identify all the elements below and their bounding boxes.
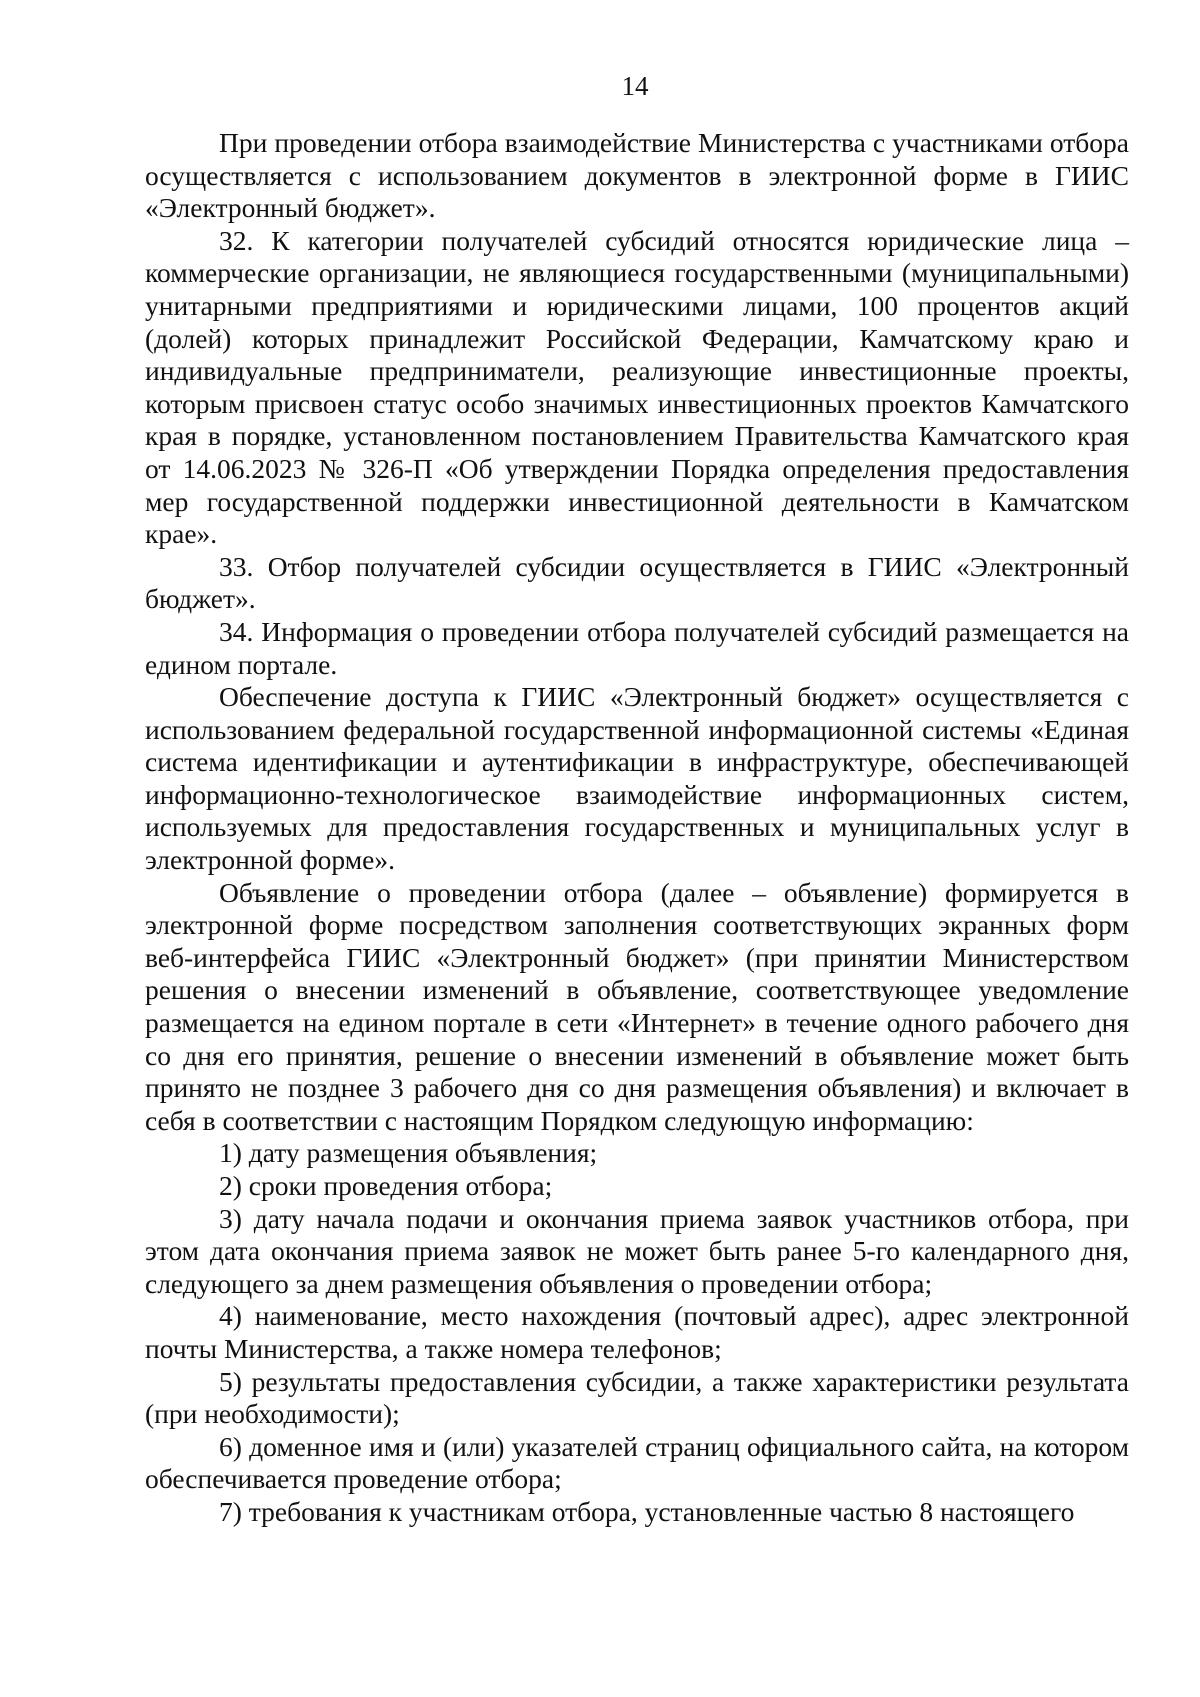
list-item-2: 2) сроки проведения отбора; bbox=[219, 1170, 553, 1201]
list-item-7: 7) требования к участникам отбора, установленные частью 8 настоящего bbox=[219, 1495, 1075, 1527]
paragraph-announcement: Объявление о проведении отбора (далее – объявление) формируется в электронной форме посредством заполнения соответствующих экранных форм веб-интерфейса ГИИС «Электронный бюджет» (при принятии Министерством решения о внесении изменений в объявление, соответствующее уведомление размещается на едином портале в сети «Интернет» в течение одного рабочего дня со дня его принятия, решение о внесении изменений в объявление может быть принято не позднее 3 рабочего дня со дня размещения объявления) и включает в себя в соответствии с настоящим Порядком следующую информацию: bbox=[145, 876, 1129, 1136]
paragraph-32-recipient-categories: 32. К категории получателей субсидий относятся юридические лица – коммерческие организации, не являющиеся государственными (муниципальными) унитарными предприятиями и юридическими лицами, 100 процентов акций (долей) которых принадлежит Российской Федерации, Камчатскому краю и индивидуальные предприниматели, реализующие инвестиционные проекты, которым присвоен статус особо значимых инвестиционных проектов Камчатского края в порядке, установленном постановлением Правительства Камчатского края от 14.06.2023 № 326-П «Об утверждении Порядка определения предоставления мер государственной поддержки инвестиционной деятельности в Камчатском крае». bbox=[145, 224, 1129, 550]
paragraph-34-information-portal: 34. Информация о проведении отбора получателей субсидий размещается на едином портале. bbox=[145, 615, 1129, 680]
page-number: 14 bbox=[621, 71, 649, 101]
list-item-6: 6) доменное имя и (или) указателей страниц официального сайта, на котором обеспечивается проведение отбора; bbox=[145, 1430, 1129, 1495]
list-item-3: 3) дату начала подачи и окончания приема заявок участников отбора, при этом дата окончания приема заявок не может быть ранее 5-го календарного дня, следующего за днем размещения объявления о проведении отбора; bbox=[145, 1202, 1129, 1299]
paragraph-access-esia: Обеспечение доступа к ГИИС «Электронный бюджет» осуществляется с использованием федеральной государственной информационной системы «Единая система идентификации и аутентификации в инфраструктуре, обеспечивающей информационно-технологическое взаимодействие информационных систем, используемых для предоставления государственных и муниципальных услуг в электронной форме». bbox=[145, 681, 1129, 876]
paragraph-interaction-electronic: При проведении отбора взаимодействие Министерства с участниками отбора осуществляется с использованием документов в электронной форме в ГИИС «Электронный бюджет». bbox=[145, 127, 1129, 224]
list-item-1: 1) дату размещения объявления; bbox=[219, 1137, 598, 1169]
list-item-4: 4) наименование, место нахождения (почтовый адрес), адрес электронной почты Министерства, а также номера телефонов; bbox=[145, 1300, 1129, 1364]
document-body bbox=[145, 127, 1129, 1529]
paragraph-33-selection-system: 33. Отбор получателей субсидии осуществляется в ГИИС «Электронный бюджет». bbox=[145, 550, 1129, 615]
list-item-5: 5) результаты предоставления субсидии, а также характеристики результата (при необходимости); bbox=[145, 1365, 1129, 1430]
